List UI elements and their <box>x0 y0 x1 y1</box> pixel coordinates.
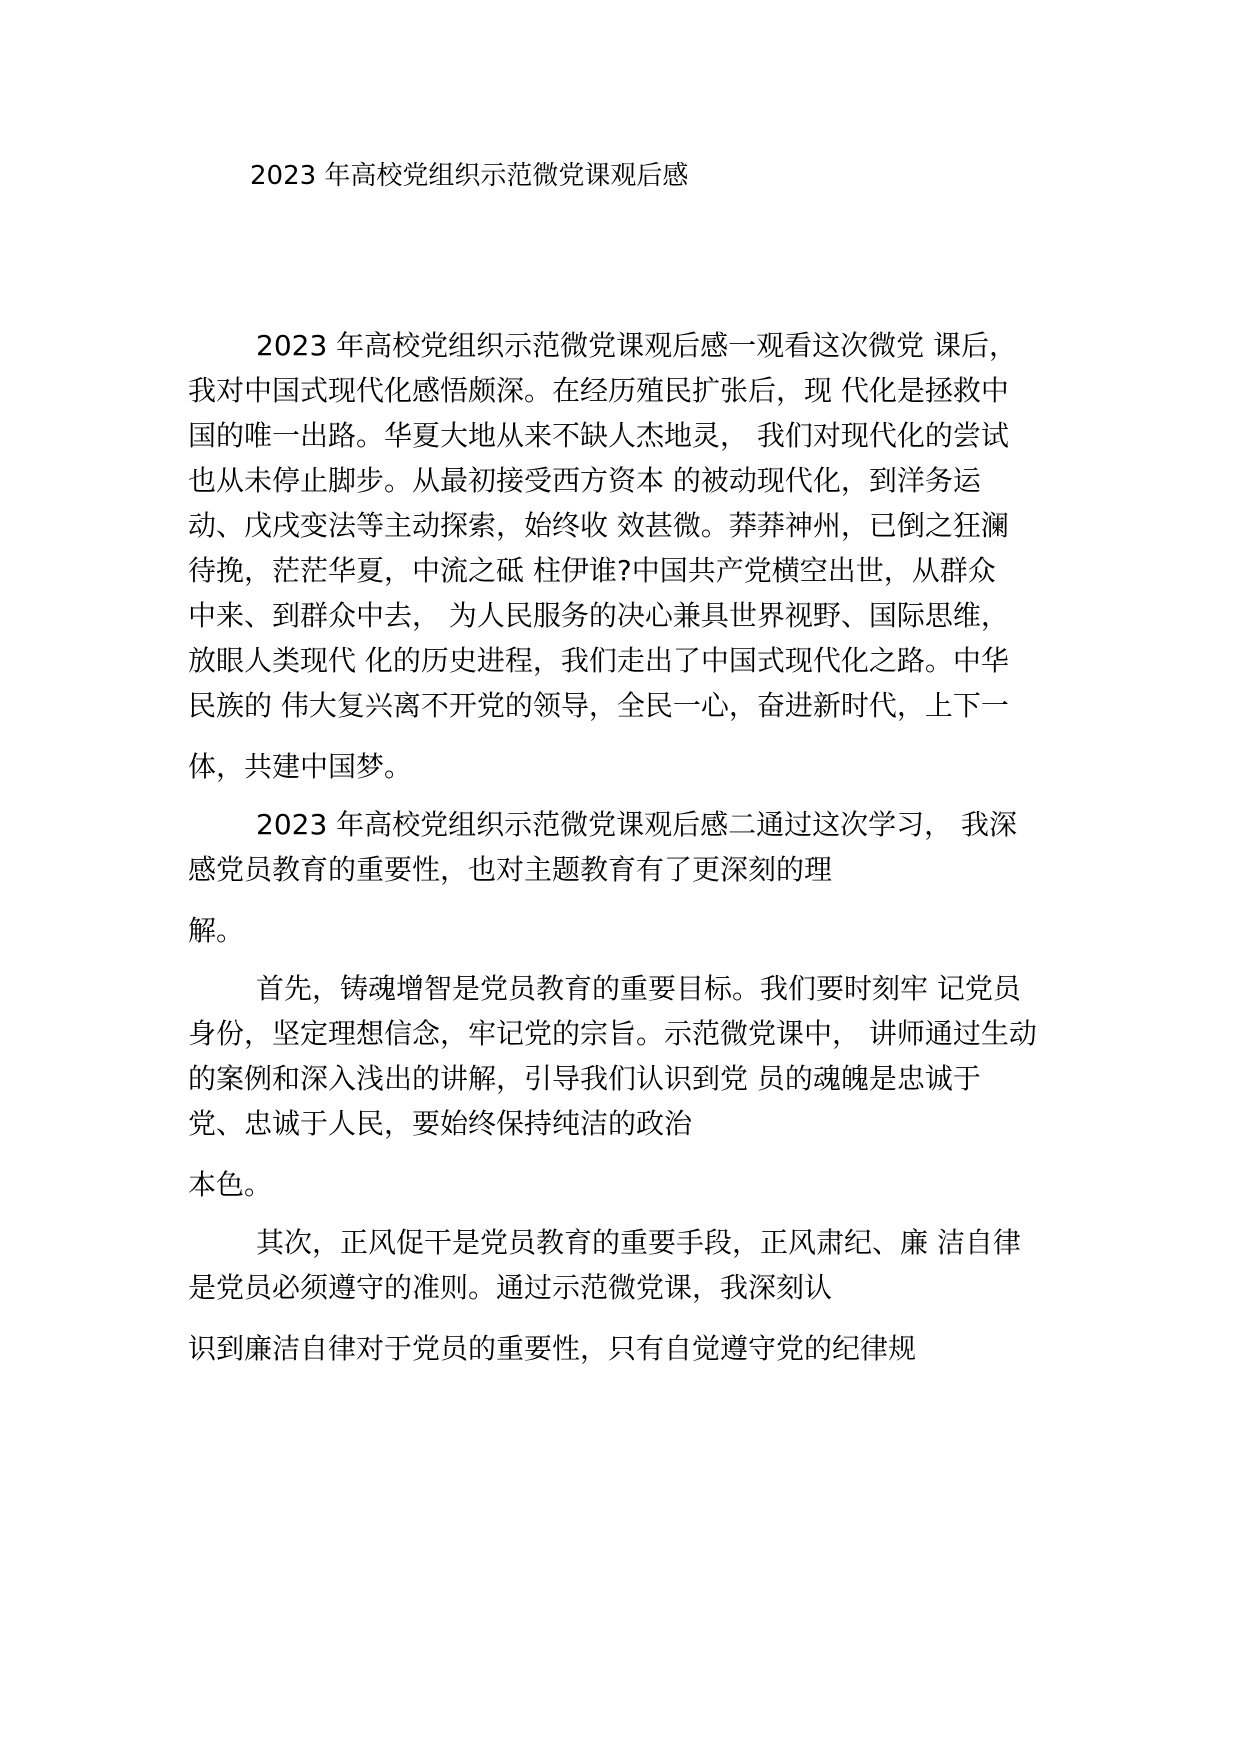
document-title: 2023 年高校党组织示范微党课观后感 <box>250 161 689 191</box>
paragraph-line: 国的唯一出路。华夏大地从来不缺人杰地灵， 我们对现代化的尝试 <box>188 419 1009 452</box>
paragraph-line: 感党员教育的重要性，也对主题教育有了更深刻的理 <box>188 853 833 886</box>
paragraph-line: 是党员必须遵守的准则。通过示范微党课，我深刻认 <box>188 1271 833 1304</box>
paragraph-line: 首先，铸魂增智是党员教育的重要目标。我们要时刻牢 记党员 <box>256 972 1021 1005</box>
paragraph-line: 身份，坚定理想信念，牢记党的宗旨。示范微党课中， 讲师通过生动 <box>188 1017 1037 1050</box>
paragraph-line: 本色。 <box>188 1168 273 1201</box>
paragraph-line: 放眼人类现代 化的历史进程，我们走出了中国式现代化之路。中华 <box>188 644 1009 677</box>
paragraph-line: 体，共建中国梦。 <box>188 750 413 783</box>
paragraph-line: 2023 年高校党组织示范微党课观后感二通过这次学习， 我深 <box>256 808 1018 841</box>
paragraph-line: 也从未停止脚步。从最初接受西方资本 的被动现代化，到洋务运 <box>188 464 981 497</box>
paragraph-line: 其次，正风促干是党员教育的重要手段，正风肃纪、廉 洁自律 <box>256 1226 1021 1259</box>
paragraph-line: 中来、到群众中去， 为人民服务的决心兼具世界视野、国际思维， <box>188 599 1009 632</box>
paragraph-line: 的案例和深入浅出的讲解，引导我们认识到党 员的魂魄是忠诚于 <box>188 1062 981 1095</box>
paragraph-line: 动、戊戌变法等主动探索，始终收 效甚微。莽莽神州，已倒之狂澜 <box>188 509 1009 542</box>
paragraph-line: 解。 <box>188 914 245 947</box>
paragraph-line: 识到廉洁自律对于党员的重要性，只有自觉遵守党的纪律规 <box>188 1332 917 1365</box>
paragraph-line: 我对中国式现代化感悟颇深。在经历殖民扩张后，现 代化是拯救中 <box>188 374 1009 407</box>
paragraph-line: 2023 年高校党组织示范微党课观后感一观看这次微党 课后， <box>256 329 1018 362</box>
paragraph-line: 党、忠诚于人民，要始终保持纯洁的政治 <box>188 1107 693 1140</box>
paragraph-line: 民族的 伟大复兴离不开党的领导，全民一心，奋进新时代，上下一 <box>188 689 1009 722</box>
paragraph-line: 待挽，茫茫华夏，中流之砥 柱伊谁?中国共产党横空出世，从群众 <box>188 554 996 587</box>
